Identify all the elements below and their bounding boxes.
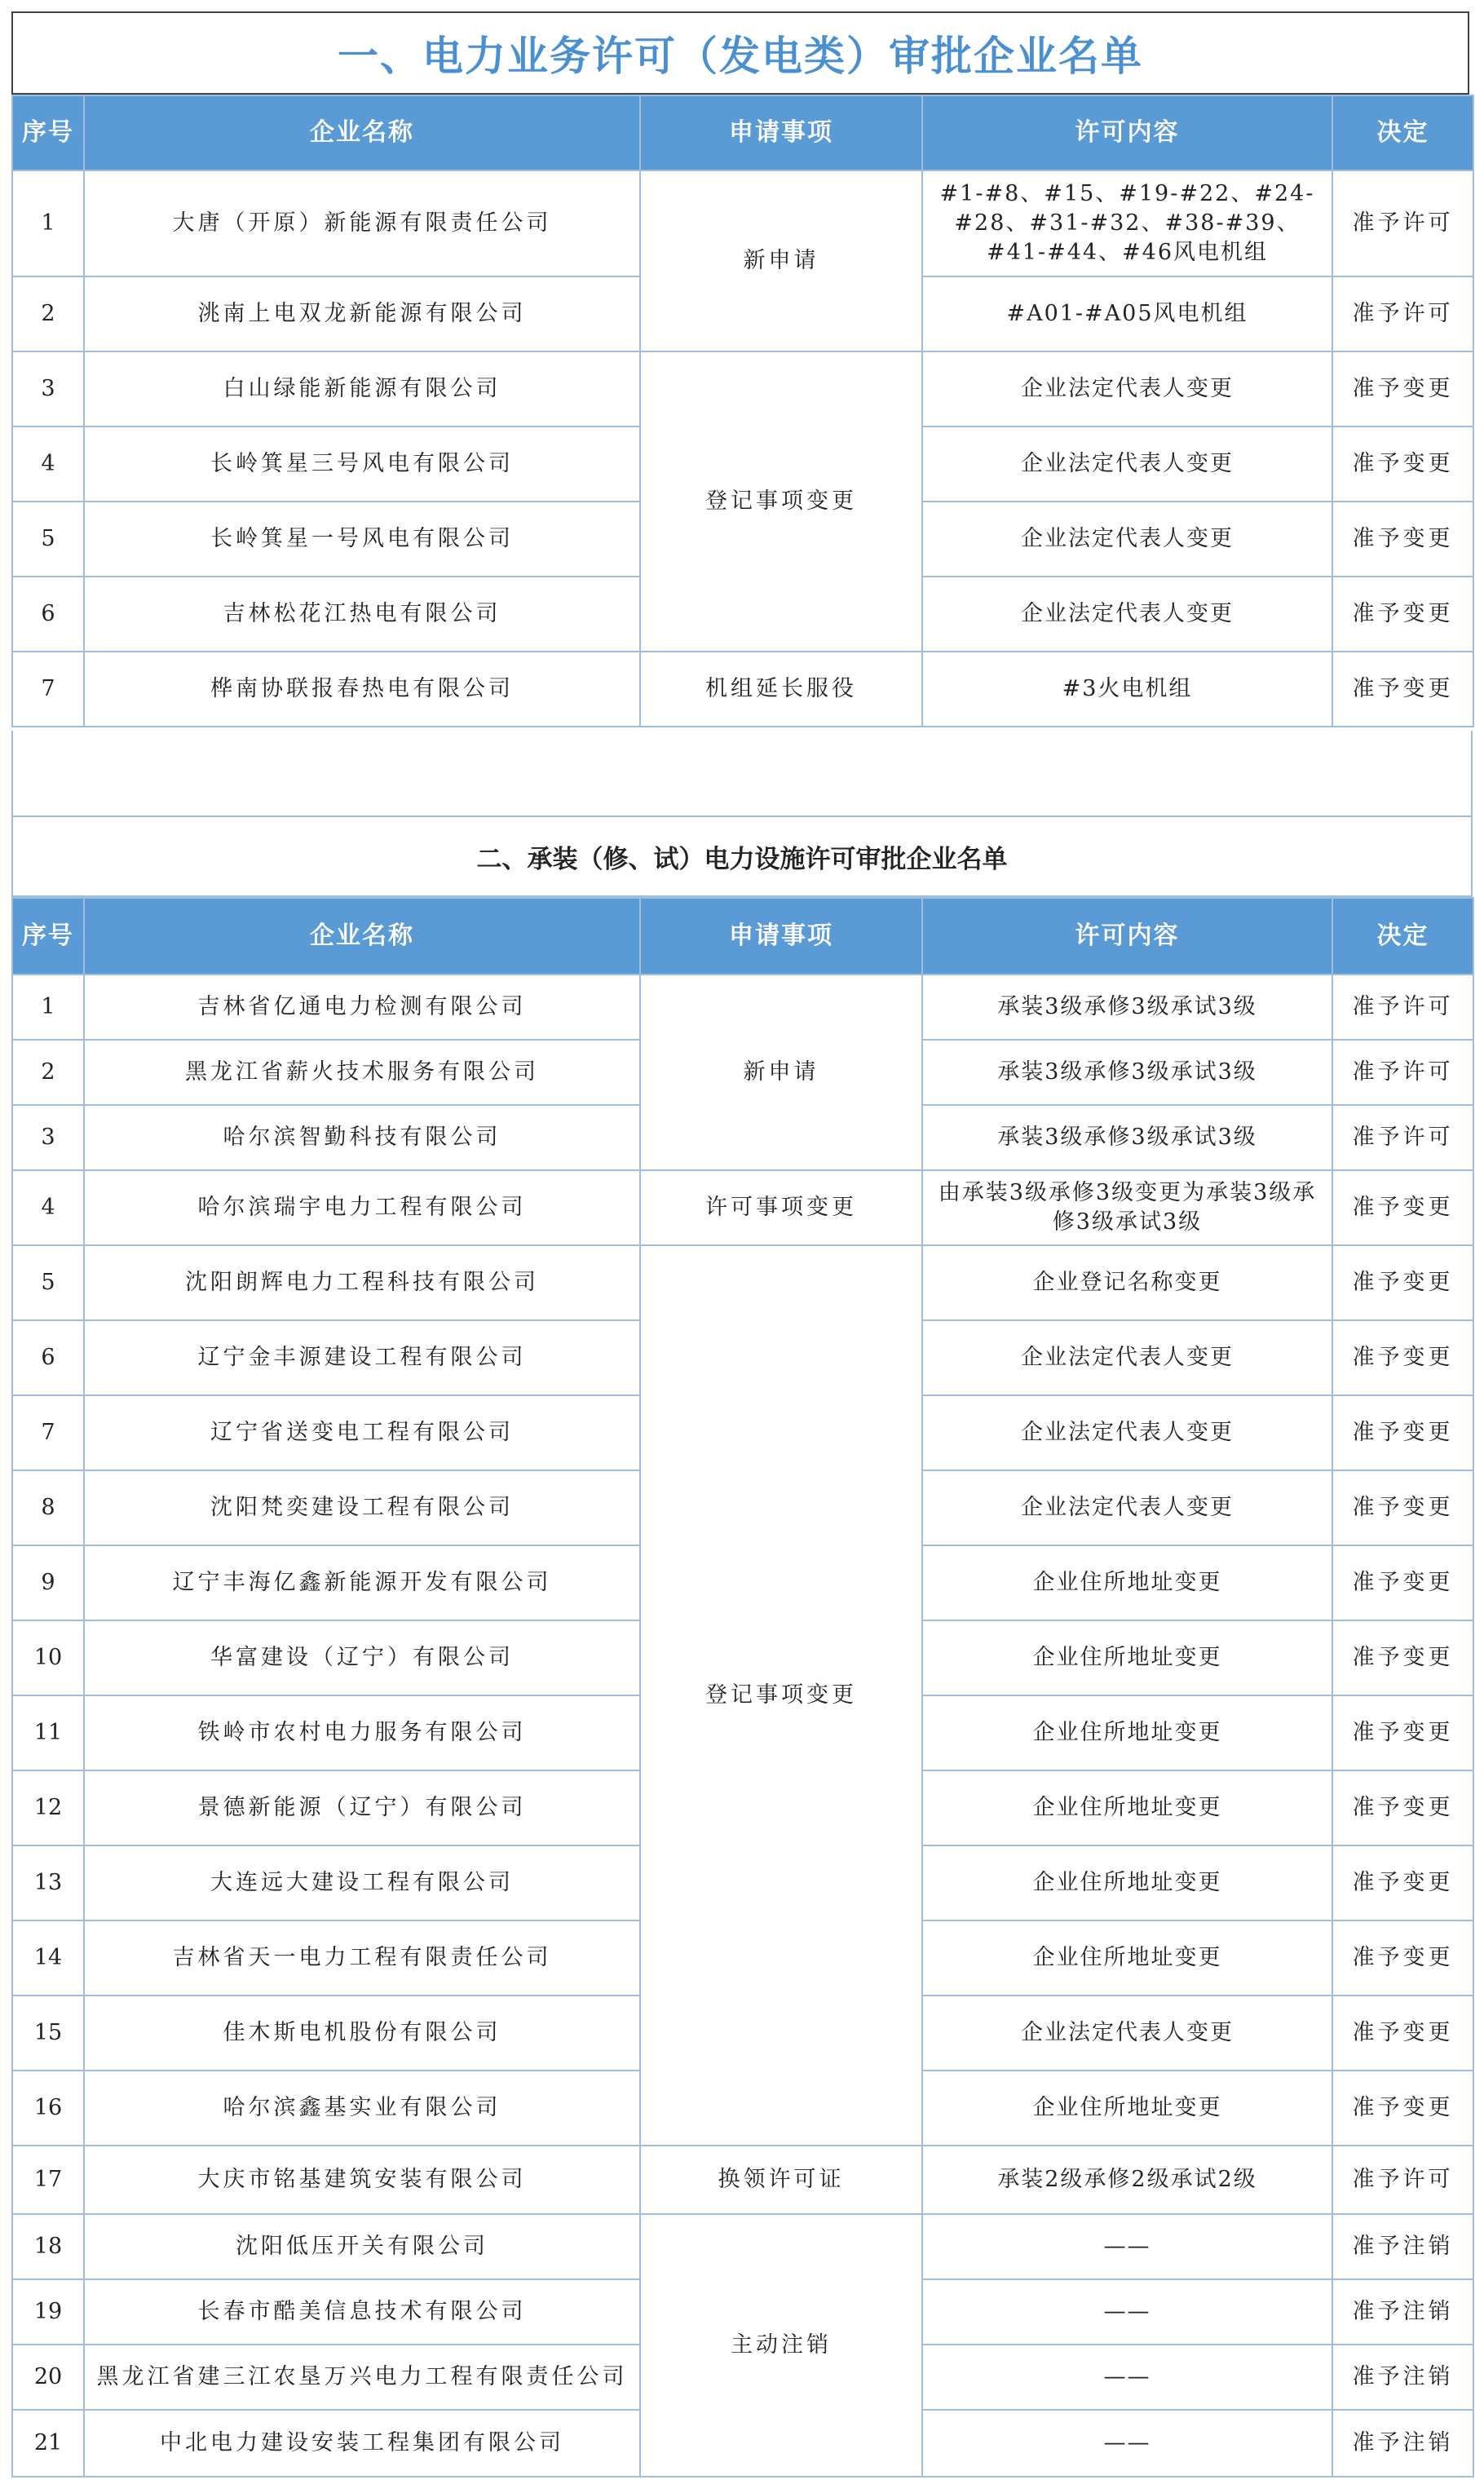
decision: 准予变更 bbox=[1332, 1770, 1473, 1845]
license-content: 企业法定代表人变更 bbox=[922, 351, 1332, 427]
company-name: 白山绿能新能源有限公司 bbox=[84, 351, 640, 427]
header-company: 企业名称 bbox=[84, 95, 640, 170]
license-content: 企业住所地址变更 bbox=[922, 1620, 1332, 1695]
license-content: 企业法定代表人变更 bbox=[922, 427, 1332, 502]
decision: 准予注销 bbox=[1332, 2345, 1473, 2410]
row-number: 17 bbox=[12, 2146, 84, 2214]
company-name: 沈阳梵奕建设工程有限公司 bbox=[84, 1470, 640, 1545]
company-name: 沈阳低压开关有限公司 bbox=[84, 2214, 640, 2279]
company-name: 吉林松花江热电有限公司 bbox=[84, 577, 640, 652]
license-content: —— bbox=[922, 2410, 1332, 2477]
section2-table bbox=[11, 897, 1474, 2477]
company-name: 长春市酷美信息技术有限公司 bbox=[84, 2279, 640, 2345]
section1-title-box bbox=[11, 11, 1469, 95]
company-name: 大唐（开原）新能源有限责任公司 bbox=[84, 170, 640, 276]
header-content: 许可内容 bbox=[922, 898, 1332, 975]
decision: 准予变更 bbox=[1332, 652, 1473, 727]
company-name: 桦南协联报春热电有限公司 bbox=[84, 652, 640, 727]
company-name: 大庆市铭基建筑安装有限公司 bbox=[84, 2146, 640, 2214]
decision: 准予许可 bbox=[1332, 2146, 1473, 2214]
application-matter: 登记事项变更 bbox=[640, 1245, 922, 2146]
decision: 准予许可 bbox=[1332, 1105, 1473, 1170]
header-no: 序号 bbox=[12, 95, 84, 170]
row-number: 2 bbox=[12, 276, 84, 351]
decision: 准予许可 bbox=[1332, 170, 1473, 276]
table-row bbox=[12, 975, 1473, 1040]
company-name: 华富建设（辽宁）有限公司 bbox=[84, 1620, 640, 1695]
table-row bbox=[12, 351, 1473, 427]
decision: 准予变更 bbox=[1332, 1470, 1473, 1545]
company-name: 中北电力建设安装工程集团有限公司 bbox=[84, 2410, 640, 2477]
header-company: 企业名称 bbox=[84, 898, 640, 975]
company-name: 黑龙江省薪火技术服务有限公司 bbox=[84, 1040, 640, 1105]
application-matter: 许可事项变更 bbox=[640, 1170, 922, 1245]
row-number: 13 bbox=[12, 1845, 84, 1920]
decision: 准予变更 bbox=[1332, 1170, 1473, 1245]
license-content: #1-#8、#15、#19-#22、#24-#28、#31-#32、#38-#39、#41-#44、#46风电机组 bbox=[922, 170, 1332, 276]
row-number: 5 bbox=[12, 1245, 84, 1320]
row-number: 10 bbox=[12, 1620, 84, 1695]
section2-table-body bbox=[12, 898, 1473, 2477]
row-number: 11 bbox=[12, 1695, 84, 1770]
row-number: 14 bbox=[12, 1920, 84, 1996]
license-content: 企业法定代表人变更 bbox=[922, 1996, 1332, 2071]
decision: 准予变更 bbox=[1332, 502, 1473, 577]
decision: 准予变更 bbox=[1332, 1620, 1473, 1695]
row-number: 4 bbox=[12, 1170, 84, 1245]
decision: 准予许可 bbox=[1332, 975, 1473, 1040]
application-matter: 新申请 bbox=[640, 975, 922, 1170]
company-name: 长岭箕星三号风电有限公司 bbox=[84, 427, 640, 502]
decision: 准予注销 bbox=[1332, 2214, 1473, 2279]
header-matter: 申请事项 bbox=[640, 898, 922, 975]
row-number: 20 bbox=[12, 2345, 84, 2410]
application-matter: 主动注销 bbox=[640, 2214, 922, 2477]
decision: 准予变更 bbox=[1332, 1996, 1473, 2071]
row-number: 1 bbox=[12, 170, 84, 276]
row-number: 15 bbox=[12, 1996, 84, 2071]
table-row bbox=[12, 2146, 1473, 2214]
license-content: 承装3级承修3级承试3级 bbox=[922, 1105, 1332, 1170]
row-number: 16 bbox=[12, 2071, 84, 2146]
license-content: 企业住所地址变更 bbox=[922, 1845, 1332, 1920]
company-name: 哈尔滨鑫基实业有限公司 bbox=[84, 2071, 640, 2146]
decision: 准予变更 bbox=[1332, 1695, 1473, 1770]
decision: 准予变更 bbox=[1332, 1545, 1473, 1620]
license-content: 承装3级承修3级承试3级 bbox=[922, 1040, 1332, 1105]
decision: 准予许可 bbox=[1332, 1040, 1473, 1105]
company-name: 铁岭市农村电力服务有限公司 bbox=[84, 1695, 640, 1770]
decision: 准予变更 bbox=[1332, 577, 1473, 652]
license-content: 企业住所地址变更 bbox=[922, 2071, 1332, 2146]
section2-title: 二、承装（修、试）电力设施许可审批企业名单 bbox=[476, 844, 1008, 874]
decision: 准予变更 bbox=[1332, 1845, 1473, 1920]
application-matter: 机组延长服役 bbox=[640, 652, 922, 727]
header-matter: 申请事项 bbox=[640, 95, 922, 170]
license-content: 企业法定代表人变更 bbox=[922, 1320, 1332, 1395]
application-matter: 换领许可证 bbox=[640, 2146, 922, 2214]
section-gap bbox=[11, 731, 1473, 897]
license-content: 企业法定代表人变更 bbox=[922, 502, 1332, 577]
license-content: —— bbox=[922, 2345, 1332, 2410]
application-matter: 新申请 bbox=[640, 170, 922, 351]
company-name: 哈尔滨智勤科技有限公司 bbox=[84, 1105, 640, 1170]
row-number: 7 bbox=[12, 652, 84, 727]
decision: 准予变更 bbox=[1332, 2071, 1473, 2146]
company-name: 洮南上电双龙新能源有限公司 bbox=[84, 276, 640, 351]
row-number: 8 bbox=[12, 1470, 84, 1545]
decision: 准予变更 bbox=[1332, 1920, 1473, 1996]
row-number: 4 bbox=[12, 427, 84, 502]
company-name: 辽宁丰海亿鑫新能源开发有限公司 bbox=[84, 1545, 640, 1620]
license-content: 企业法定代表人变更 bbox=[922, 577, 1332, 652]
section1-table bbox=[11, 95, 1474, 727]
license-content: 企业住所地址变更 bbox=[922, 1770, 1332, 1845]
section2-header-row bbox=[12, 898, 1473, 975]
company-name: 辽宁省送变电工程有限公司 bbox=[84, 1395, 640, 1470]
company-name: 长岭箕星一号风电有限公司 bbox=[84, 502, 640, 577]
company-name: 沈阳朗辉电力工程科技有限公司 bbox=[84, 1245, 640, 1320]
row-number: 12 bbox=[12, 1770, 84, 1845]
header-content: 许可内容 bbox=[922, 95, 1332, 170]
row-number: 21 bbox=[12, 2410, 84, 2477]
company-name: 辽宁金丰源建设工程有限公司 bbox=[84, 1320, 640, 1395]
section1-header-row bbox=[12, 95, 1473, 170]
company-name: 佳木斯电机股份有限公司 bbox=[84, 1996, 640, 2071]
decision: 准予变更 bbox=[1332, 351, 1473, 427]
license-content: 承装2级承修2级承试2级 bbox=[922, 2146, 1332, 2214]
row-number: 5 bbox=[12, 502, 84, 577]
row-number: 1 bbox=[12, 975, 84, 1040]
table-row bbox=[12, 1170, 1473, 1245]
company-name: 黑龙江省建三江农垦万兴电力工程有限责任公司 bbox=[84, 2345, 640, 2410]
row-number: 6 bbox=[12, 1320, 84, 1395]
company-name: 吉林省天一电力工程有限责任公司 bbox=[84, 1920, 640, 1996]
license-content: 企业住所地址变更 bbox=[922, 1695, 1332, 1770]
row-number: 19 bbox=[12, 2279, 84, 2345]
license-content: #A01-#A05风电机组 bbox=[922, 276, 1332, 351]
row-number: 9 bbox=[12, 1545, 84, 1620]
decision: 准予变更 bbox=[1332, 1320, 1473, 1395]
row-number: 6 bbox=[12, 577, 84, 652]
license-content: 企业登记名称变更 bbox=[922, 1245, 1332, 1320]
table-row bbox=[12, 652, 1473, 727]
section1-table-body bbox=[12, 95, 1473, 727]
decision: 准予注销 bbox=[1332, 2410, 1473, 2477]
decision: 准予变更 bbox=[1332, 427, 1473, 502]
company-name: 景德新能源（辽宁）有限公司 bbox=[84, 1770, 640, 1845]
row-number: 3 bbox=[12, 351, 84, 427]
application-matter: 登记事项变更 bbox=[640, 351, 922, 652]
row-number: 3 bbox=[12, 1105, 84, 1170]
header-decision: 决定 bbox=[1332, 95, 1473, 170]
decision: 准予变更 bbox=[1332, 1395, 1473, 1470]
header-decision: 决定 bbox=[1332, 898, 1473, 975]
decision: 准予变更 bbox=[1332, 1245, 1473, 1320]
license-content: 企业法定代表人变更 bbox=[922, 1470, 1332, 1545]
license-content: 企业法定代表人变更 bbox=[922, 1395, 1332, 1470]
license-content: 企业住所地址变更 bbox=[922, 1920, 1332, 1996]
license-content: 由承装3级承修3级变更为承装3级承修3级承试3级 bbox=[922, 1170, 1332, 1245]
license-content: —— bbox=[922, 2214, 1332, 2279]
decision: 准予许可 bbox=[1332, 276, 1473, 351]
row-number: 18 bbox=[12, 2214, 84, 2279]
license-content: —— bbox=[922, 2279, 1332, 2345]
company-name: 大连远大建设工程有限公司 bbox=[84, 1845, 640, 1920]
table-row bbox=[12, 170, 1473, 276]
license-content: 承装3级承修3级承试3级 bbox=[922, 975, 1332, 1040]
license-content: 企业住所地址变更 bbox=[922, 1545, 1332, 1620]
decision: 准予注销 bbox=[1332, 2279, 1473, 2345]
header-no: 序号 bbox=[12, 898, 84, 975]
table-row bbox=[12, 2214, 1473, 2279]
table-row bbox=[12, 1245, 1473, 1320]
company-name: 吉林省亿通电力检测有限公司 bbox=[84, 975, 640, 1040]
row-number: 7 bbox=[12, 1395, 84, 1470]
row-number: 2 bbox=[12, 1040, 84, 1105]
license-content: #3火电机组 bbox=[922, 652, 1332, 727]
company-name: 哈尔滨瑞宇电力工程有限公司 bbox=[84, 1170, 640, 1245]
section1-title: 一、电力业务许可（发电类）审批企业名单 bbox=[338, 33, 1143, 80]
